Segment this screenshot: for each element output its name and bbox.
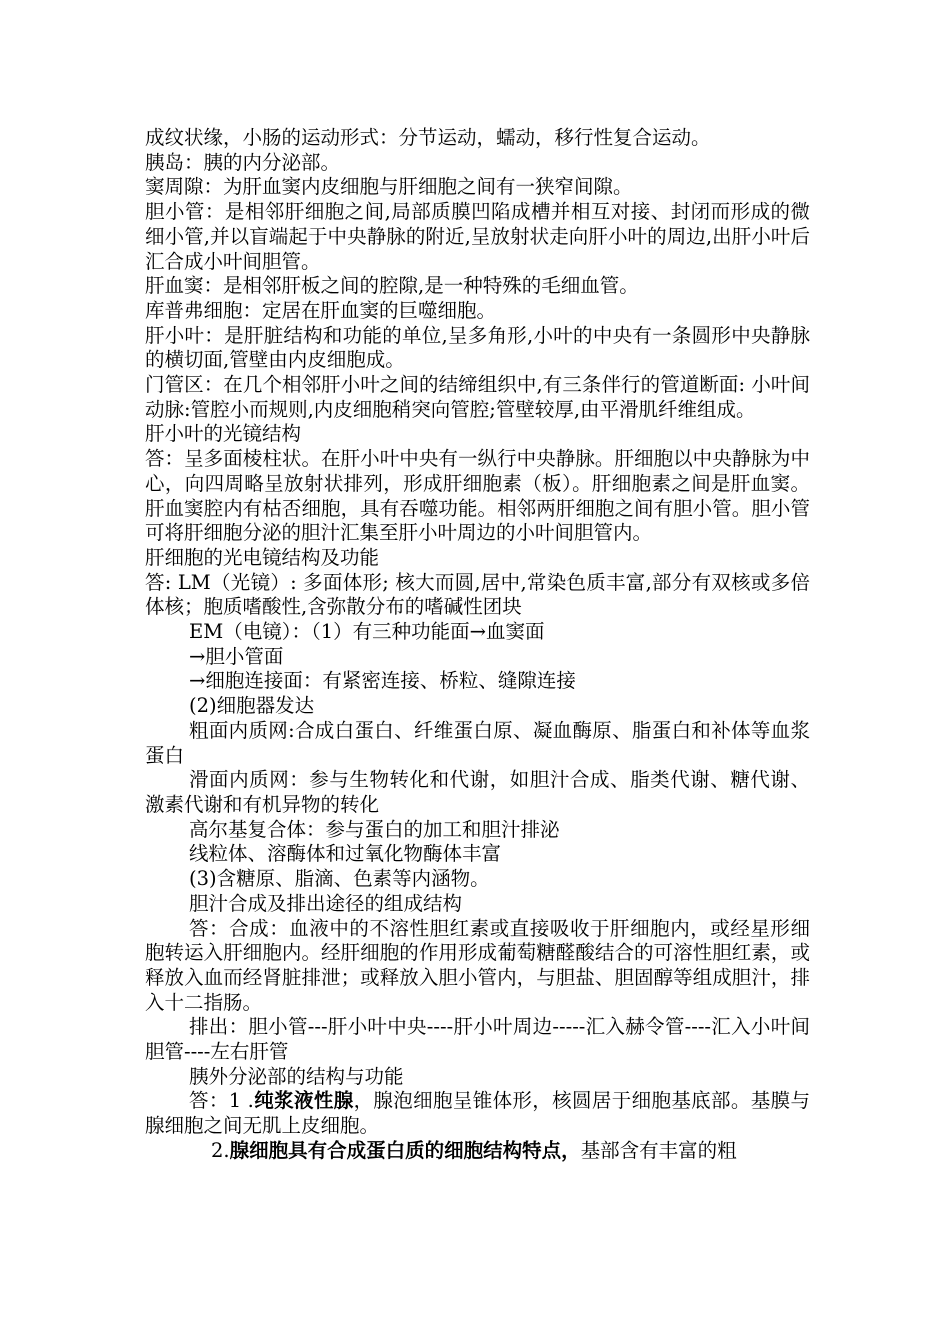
bold-term: 纯浆液性腺 (253, 1089, 354, 1113)
term-definition: 门管区：在几个相邻肝小叶之间的结缔组织中,有三条伴行的管道断面: 小叶间动脉:管腔小而规则,内皮细胞稍突向管腔;管壁较厚,由平滑肌纤维组成。 (145, 373, 810, 421)
answer-text: EM（电镜）：（1）有三种功能面→血窦面 (189, 620, 545, 644)
answer-rest: 基部含有丰富的粗 (580, 1138, 737, 1162)
text-line: 成纹状缘，小肠的运动形式：分节运动，蠕动，移行性复合运动。 (145, 126, 711, 149)
term-definition: 肝小叶：是肝脏结构和功能的单位,呈多角形,小叶的中央有一条圆形中央静脉的横切面,管壁由内皮细胞成。 (145, 323, 810, 372)
answer-text: 线粒体、溶酶体和过氧化物酶体丰富 (189, 842, 502, 866)
term-definition: 肝血窦：是相邻肝板之间的腔隙,是一种特殊的毛细血管。 (145, 274, 639, 298)
question-heading: 肝小叶的光镜结构 (145, 422, 302, 446)
answer-text: →胆小管面 (189, 644, 284, 668)
term-definition: 窦周隙：为肝血窦内皮细胞与肝细胞之间有一狭窄间隙。 (145, 175, 633, 199)
answer-text (145, 1089, 810, 1138)
answer-text: →细胞连接面：有紧密连接、桥粒、缝隙连接 (189, 669, 576, 693)
answer-text: 高尔基复合体：参与蛋白的加工和胆汁排泌 (189, 817, 560, 841)
answer-text: 滑面内质网：参与生物转化和代谢，如胆汁合成、脂类代谢、糖代谢、激素代谢和有机异物的转化 (145, 768, 810, 816)
term-definition: 库普弗细胞：定居在肝血窦的巨噬细胞。 (145, 298, 497, 322)
answer-text: 答：合成：血液中的不溶性胆红素或直接吸收于肝细胞内，或经星形细胞转运入肝细胞内。经肝细胞的作用形成葡萄糖醛酸结合的可溶性胆红素，或释放入血而经肾脏排泄；或释放入胆小管内，与胆盐、胆固醇等组成胆汁，排入十二指肠。 (145, 916, 810, 1014)
answer-text: (2)细胞器发达 (189, 694, 315, 718)
answer-prefix: 答：1 . (189, 1089, 254, 1113)
answer-text: 粗面内质网:合成白蛋白、纤维蛋白原、凝血酶原、脂蛋白和补体等血浆蛋白 (145, 718, 810, 767)
question-heading: 肝细胞的光电镜结构及功能 (145, 545, 380, 569)
question-heading: 胆汁合成及排出途径的组成结构 (189, 891, 463, 915)
answer-text: 答：呈多面棱柱状。在肝小叶中央有一纵行中央静脉。肝细胞以中央静脉为中心，向四周略呈放射状排列，形成肝细胞素（板）。肝细胞素之间是肝血窦。肝血窦腔内有枯否细胞，具有吞噬功能。相邻两肝细胞之间有胆小管。胆小管可将肝细胞分泌的胆汁汇集至肝小叶周边的小叶间胆管内。 (145, 447, 810, 545)
answer-prefix: 2. (211, 1138, 230, 1162)
term-definition: 胆小管：是相邻肝细胞之间,局部质膜凹陷成槽并相互对接、封闭而形成的微细小管,并以盲端起于中央静脉的附近,呈放射状走向肝小叶的周边,出肝小叶后汇合成小叶间胆管。 (145, 200, 810, 273)
answer-text: (3)含糖原、脂滴、色素等内涵物。 (189, 867, 490, 891)
answer-text: 答: LM（光镜）: 多面体形; 核大而圆,居中,常染色质丰富,部分有双核或多倍体核；胞质嗜酸性,含弥散分布的嗜碱性团块 (145, 570, 810, 619)
term-definition: 胰岛：胰的内分泌部。 (145, 150, 341, 174)
document-body (145, 126, 810, 1164)
answer-text (145, 1139, 810, 1164)
question-heading: 胰外分泌部的结构与功能 (189, 1064, 404, 1088)
bold-term: 腺细胞具有合成蛋白质的细胞结构特点， (229, 1138, 581, 1162)
answer-rest: ，腺泡细胞呈锥体形，核圆居于细胞基底部。基膜与腺细胞之间无肌上皮细胞。 (145, 1089, 810, 1138)
answer-text: 排出：胆小管---肝小叶中央----肝小叶周边-----汇入赫令管----汇入小叶间胆管----左右肝管 (145, 1015, 810, 1064)
